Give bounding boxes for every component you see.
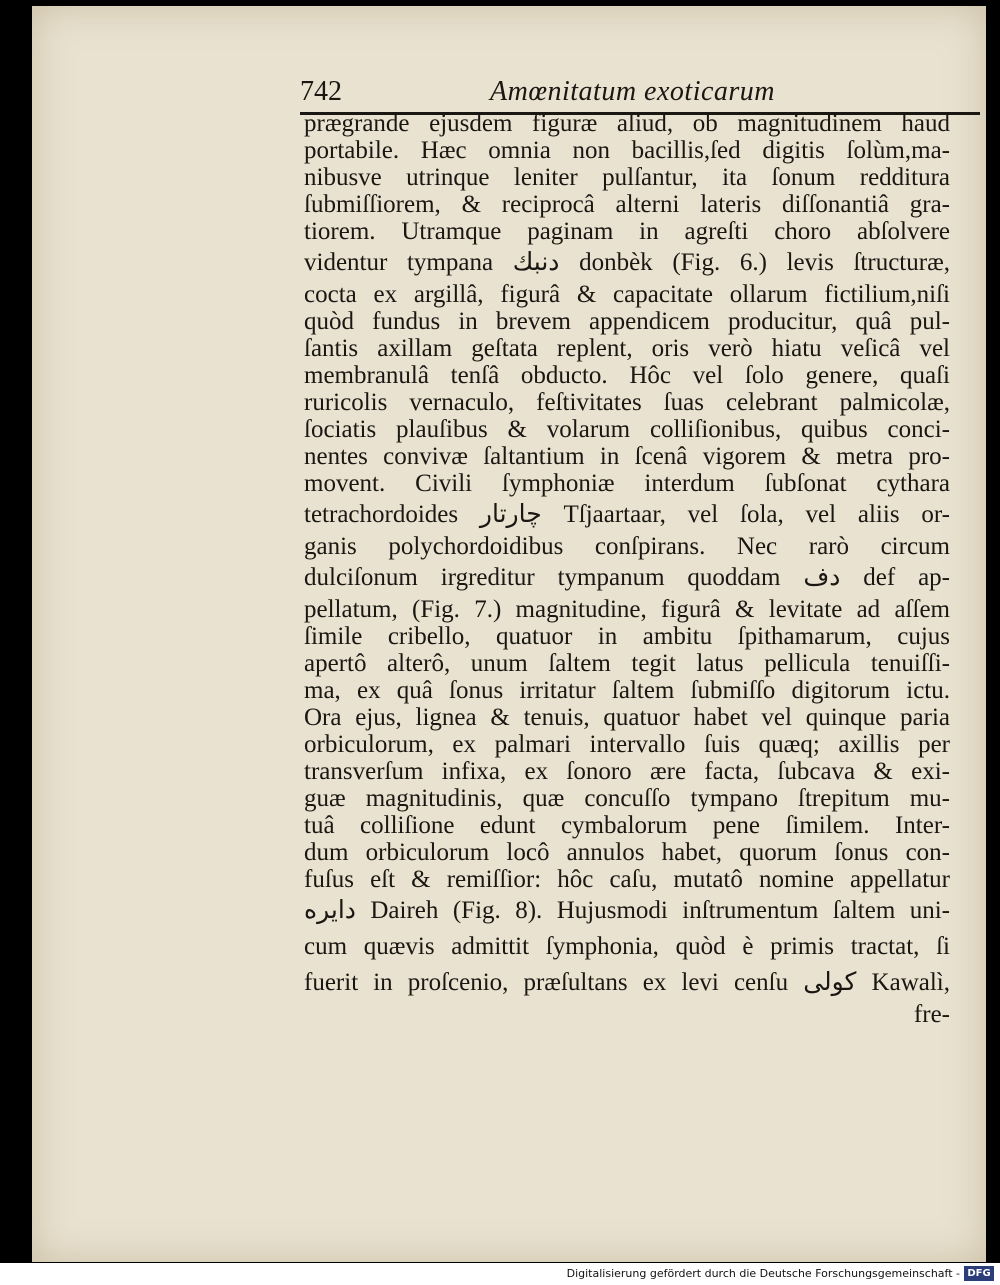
funding-credit: Digitalisierung gefördert durch die Deutsche Forschungsgemeinschaft - bbox=[566, 1267, 960, 1280]
text-line: tiorem. Utramque paginam in agreſti choro abſolvere bbox=[304, 218, 950, 245]
text-line: portabile. Hæc omnia non bacillis,ſed digitis ſolùm,ma- bbox=[304, 137, 950, 164]
footer-bar bbox=[0, 1263, 1000, 1285]
text-line: quòd fundus in brevem appendicem producitur, quâ pul- bbox=[304, 308, 950, 335]
dfg-logo: DFG bbox=[964, 1266, 994, 1281]
text-line: fuerit in proſcenio, præſultans ex levi cenſu كولى Kawalì, bbox=[304, 969, 950, 996]
text-line: movent. Civili ſymphoniæ interdum ſubſonat cythara bbox=[304, 470, 950, 497]
text-line: nentes convivæ ſaltantium in ſcenâ vigorem & metra pro- bbox=[304, 443, 950, 470]
text-line: nibusve utrinque leniter pulſantur, ita ſonum redditura bbox=[304, 164, 950, 191]
text-line: ruricolis vernaculo, feſtivitates ſuas celebrant palmicolæ, bbox=[304, 389, 950, 416]
text-line: دايره Daireh (Fig. 8). Hujusmodi inſtrumentum ſaltem uni- bbox=[304, 897, 950, 924]
text-line: pellatum, (Fig. 7.) magnitudine, figurâ & levitate ad aſſem bbox=[304, 596, 950, 623]
text-line: membranulâ tenſâ obducto. Hôc vel ſolo genere, quaſi bbox=[304, 362, 950, 389]
text-line: cum quævis admittit ſymphonia, quòd è primis tractat, ſi bbox=[304, 933, 950, 960]
text-line: Ora ejus, lignea & tenuis, quatuor habet vel quinque paria bbox=[304, 704, 950, 731]
page-header bbox=[300, 74, 980, 112]
body-text bbox=[304, 110, 950, 1028]
text-line: videntur tympana دنبك donbèk (Fig. 6.) levis ſtructuræ, bbox=[304, 249, 950, 276]
text-line: ſociatis plauſibus & volarum colliſionibus, quibus conci- bbox=[304, 416, 950, 443]
text-line: apertô alterô, unum ſaltem tegit latus pellicula tenuiſſi- bbox=[304, 650, 950, 677]
text-line: tuâ colliſione edunt cymbalorum pene ſimilem. Inter- bbox=[304, 812, 950, 839]
text-line: dum orbiculorum locô annulos habet, quorum ſonus con- bbox=[304, 839, 950, 866]
text-line: dulciſonum irgreditur tympanum quoddam دف def ap- bbox=[304, 564, 951, 591]
text-line: ganis polychordoidibus conſpirans. Nec rarò circum bbox=[304, 533, 950, 560]
text-line: transverſum infixa, ex ſonoro ære facta, ſubcava & exi- bbox=[304, 758, 950, 785]
text-line: ſimile cribello, quatuor in ambitu ſpithamarum, cujus bbox=[304, 623, 950, 650]
text-line: guæ magnitudinis, quæ concuſſo tympano ſtrepitum mu- bbox=[304, 785, 950, 812]
text-line: tetrachordoides چارتار Tſjaartaar, vel ſola, vel aliis or- bbox=[304, 501, 950, 528]
text-line: ma, ex quâ ſonus irritatur ſaltem ſubmiſſo digitorum ictu. bbox=[304, 677, 950, 704]
running-title: Amœnitatum exoticarum bbox=[490, 76, 776, 107]
text-line: fuſus eſt & remiſſior: hôc caſu, mutatô nomine appellatur bbox=[304, 866, 950, 893]
text-line: prægrande ejusdem figuræ aliud, ob magnitudinem haud bbox=[304, 110, 950, 137]
text-line: orbiculorum, ex palmari intervallo ſuis quæq; axillis per bbox=[304, 731, 950, 758]
page-number: 742 bbox=[300, 76, 342, 107]
text-line: ſantis axillam geſtata replent, oris verò hiatu veſicâ vel bbox=[304, 335, 950, 362]
text-line: cocta ex argillâ, figurâ & capacitate ollarum fictilium,niſi bbox=[304, 281, 950, 308]
text-line: ſubmiſſiorem, & reciprocâ alterni lateris diſſonantiâ gra- bbox=[304, 191, 950, 218]
catchword: fre- bbox=[913, 1001, 950, 1028]
